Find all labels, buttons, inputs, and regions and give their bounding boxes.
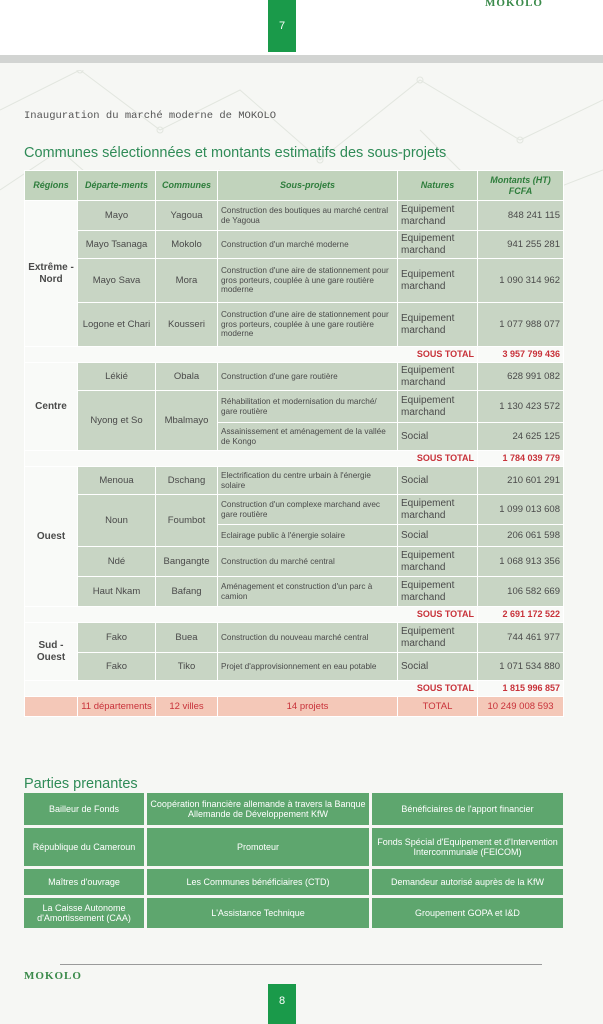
subtotal-label: SOUS TOTAL (416, 608, 474, 619)
party-cell: La Caisse Autonome d'Amortissement (CAA) (24, 898, 144, 928)
amount-cell: 1 090 314 962 (478, 259, 564, 303)
subproject-cell: Electrification du centre urbain à l'énergie solaire (218, 467, 398, 495)
amount-cell: 848 241 115 (478, 201, 564, 231)
subproject-cell: Construction du marché central (218, 547, 398, 577)
parties-row (24, 898, 563, 928)
nature-cell: Equipement marchand (398, 303, 478, 347)
subtotal-value: 1 784 039 779 (502, 452, 560, 463)
commune-cell: Bafang (156, 577, 218, 607)
amount-cell: 210 601 291 (478, 467, 564, 495)
subtotal-value: 2 691 172 522 (502, 608, 560, 619)
nature-cell: Equipement marchand (398, 577, 478, 607)
amount-cell: 106 582 669 (478, 577, 564, 607)
footer-divider (60, 964, 542, 965)
department-cell: Logone et Chari (78, 303, 156, 347)
subtotal-row (25, 681, 564, 697)
nature-cell: Equipement marchand (398, 547, 478, 577)
total-label: TOTAL (398, 697, 478, 717)
nature-cell: Equipement marchand (398, 623, 478, 653)
party-cell: Demandeur autorisé auprès de la KfW (372, 869, 563, 895)
nature-cell: Equipement marchand (398, 259, 478, 303)
subtotal-label: SOUS TOTAL (416, 682, 474, 693)
commune-cell: Tiko (156, 653, 218, 681)
subtotal-row (25, 607, 564, 623)
department-cell: Noun (78, 495, 156, 547)
subproject-cell: Construction d'un marché moderne (218, 231, 398, 259)
total-amount: 10 249 008 593 (478, 697, 564, 717)
page-number-bottom: 8 (268, 984, 296, 1024)
parties-row (24, 828, 563, 866)
nature-cell: Equipement marchand (398, 201, 478, 231)
table-row (25, 363, 564, 391)
region-cell: Ouest (25, 467, 78, 607)
region-cell: Extrême - Nord (25, 201, 78, 347)
table-row (25, 547, 564, 577)
subtotal-row (25, 347, 564, 363)
party-cell: Les Communes bénéficiaires (CTD) (147, 869, 369, 895)
department-cell: Fako (78, 623, 156, 653)
top-page-area (0, 0, 603, 62)
col-header-communes: Communes (156, 171, 218, 201)
total-departments: 11 départements (78, 697, 156, 717)
communes-table (24, 170, 564, 717)
party-cell: Bailleur de Fonds (24, 793, 144, 825)
amount-cell: 744 461 977 (478, 623, 564, 653)
parties-grid (24, 793, 563, 931)
subtotal-row (25, 451, 564, 467)
region-cell: Centre (25, 363, 78, 451)
party-cell: L'Assistance Technique (147, 898, 369, 928)
party-cell: Fonds Spécial d'Equipement et d'Intervention Intercommunale (FEICOM) (372, 828, 563, 866)
department-cell: Lékié (78, 363, 156, 391)
table-row (25, 201, 564, 231)
table-title: Communes sélectionnées et montants estimatifs des sous-projets (24, 145, 447, 161)
top-brand-logo: MOKOLO (485, 0, 543, 9)
col-header-regions: Régions (25, 171, 78, 201)
department-cell: Nyong et So (78, 391, 156, 451)
commune-cell: Dschang (156, 467, 218, 495)
subproject-cell: Construction des boutiques au marché central de Yagoua (218, 201, 398, 231)
commune-cell: Mora (156, 259, 218, 303)
footer-brand-logo: MOKOLO (24, 970, 82, 982)
subproject-cell: Réhabilitation et modernisation du marché/ gare routière (218, 391, 398, 423)
amount-cell: 24 625 125 (478, 423, 564, 451)
amount-cell: 1 077 988 077 (478, 303, 564, 347)
total-row (25, 697, 564, 717)
total-communes: 12 villes (156, 697, 218, 717)
commune-cell: Yagoua (156, 201, 218, 231)
nature-cell: Equipement marchand (398, 391, 478, 423)
subproject-cell: Construction d'un complexe marchand avec gare routière (218, 495, 398, 525)
department-cell: Mayo Sava (78, 259, 156, 303)
commune-cell: Buea (156, 623, 218, 653)
commune-cell: Foumbot (156, 495, 218, 547)
parties-row (24, 793, 563, 825)
col-header-subprojects: Sous-projets (218, 171, 398, 201)
department-cell: Haut Nkam (78, 577, 156, 607)
table-row (25, 467, 564, 495)
subproject-cell: Construction d'une gare routière (218, 363, 398, 391)
party-cell: Groupement GOPA et I&D (372, 898, 563, 928)
department-cell: Mayo (78, 201, 156, 231)
amount-cell: 206 061 598 (478, 525, 564, 547)
amount-cell: 1 099 013 608 (478, 495, 564, 525)
department-cell: Menoua (78, 467, 156, 495)
table-row (25, 577, 564, 607)
subproject-cell: Assainissement et aménagement de la vallée de Kongo (218, 423, 398, 451)
subproject-cell: Construction du nouveau marché central (218, 623, 398, 653)
top-divider (0, 55, 603, 63)
subproject-cell: Aménagement et construction d'un parc à camion (218, 577, 398, 607)
department-cell: Fako (78, 653, 156, 681)
nature-cell: Social (398, 423, 478, 451)
col-header-amounts: Montants (HT) FCFA (478, 171, 564, 201)
photo-caption: Inauguration du marché moderne de MOKOLO (24, 110, 277, 122)
subtotal-value: 3 957 799 436 (502, 348, 560, 359)
subproject-cell: Construction d'une aire de stationnement pour gros porteurs, couplée à une gare routière moderne (218, 303, 398, 347)
subtotal-label: SOUS TOTAL (416, 452, 474, 463)
nature-cell: Social (398, 525, 478, 547)
parties-row (24, 869, 563, 895)
table-row (25, 391, 564, 423)
commune-cell: Mokolo (156, 231, 218, 259)
subproject-cell: Projet d'approvisionnement en eau potable (218, 653, 398, 681)
subtotal-label: SOUS TOTAL (416, 348, 474, 359)
amount-cell: 1 071 534 880 (478, 653, 564, 681)
nature-cell: Social (398, 653, 478, 681)
subproject-cell: Construction d'une aire de stationnement pour gros porteurs, couplée à une gare routière moderne (218, 259, 398, 303)
party-cell: République du Cameroun (24, 828, 144, 866)
commune-cell: Kousseri (156, 303, 218, 347)
table-row (25, 653, 564, 681)
total-projects: 14 projets (218, 697, 398, 717)
party-cell: Promoteur (147, 828, 369, 866)
page-number-top: 7 (268, 0, 296, 52)
commune-cell: Bangangte (156, 547, 218, 577)
table-row (25, 303, 564, 347)
amount-cell: 1 130 423 572 (478, 391, 564, 423)
table-row (25, 259, 564, 303)
table-row (25, 495, 564, 525)
department-cell: Ndé (78, 547, 156, 577)
commune-cell: Mbalmayo (156, 391, 218, 451)
commune-cell: Obala (156, 363, 218, 391)
subtotal-value: 1 815 996 857 (502, 682, 560, 693)
amount-cell: 941 255 281 (478, 231, 564, 259)
subproject-cell: Eclairage public à l'énergie solaire (218, 525, 398, 547)
table-header-row (25, 171, 564, 201)
table-row (25, 231, 564, 259)
party-cell: Maîtres d'ouvrage (24, 869, 144, 895)
nature-cell: Social (398, 467, 478, 495)
amount-cell: 628 991 082 (478, 363, 564, 391)
parties-title: Parties prenantes (24, 776, 138, 792)
region-cell: Sud - Ouest (25, 623, 78, 681)
party-cell: Coopération financière allemande à travers la Banque Allemande de Développement KfW (147, 793, 369, 825)
col-header-departments: Départe-ments (78, 171, 156, 201)
department-cell: Mayo Tsanaga (78, 231, 156, 259)
table-row (25, 623, 564, 653)
nature-cell: Equipement marchand (398, 363, 478, 391)
total-empty-cell (25, 697, 78, 717)
nature-cell: Equipement marchand (398, 495, 478, 525)
party-cell: Bénéficiaires de l'apport financier (372, 793, 563, 825)
col-header-natures: Natures (398, 171, 478, 201)
amount-cell: 1 068 913 356 (478, 547, 564, 577)
nature-cell: Equipement marchand (398, 231, 478, 259)
